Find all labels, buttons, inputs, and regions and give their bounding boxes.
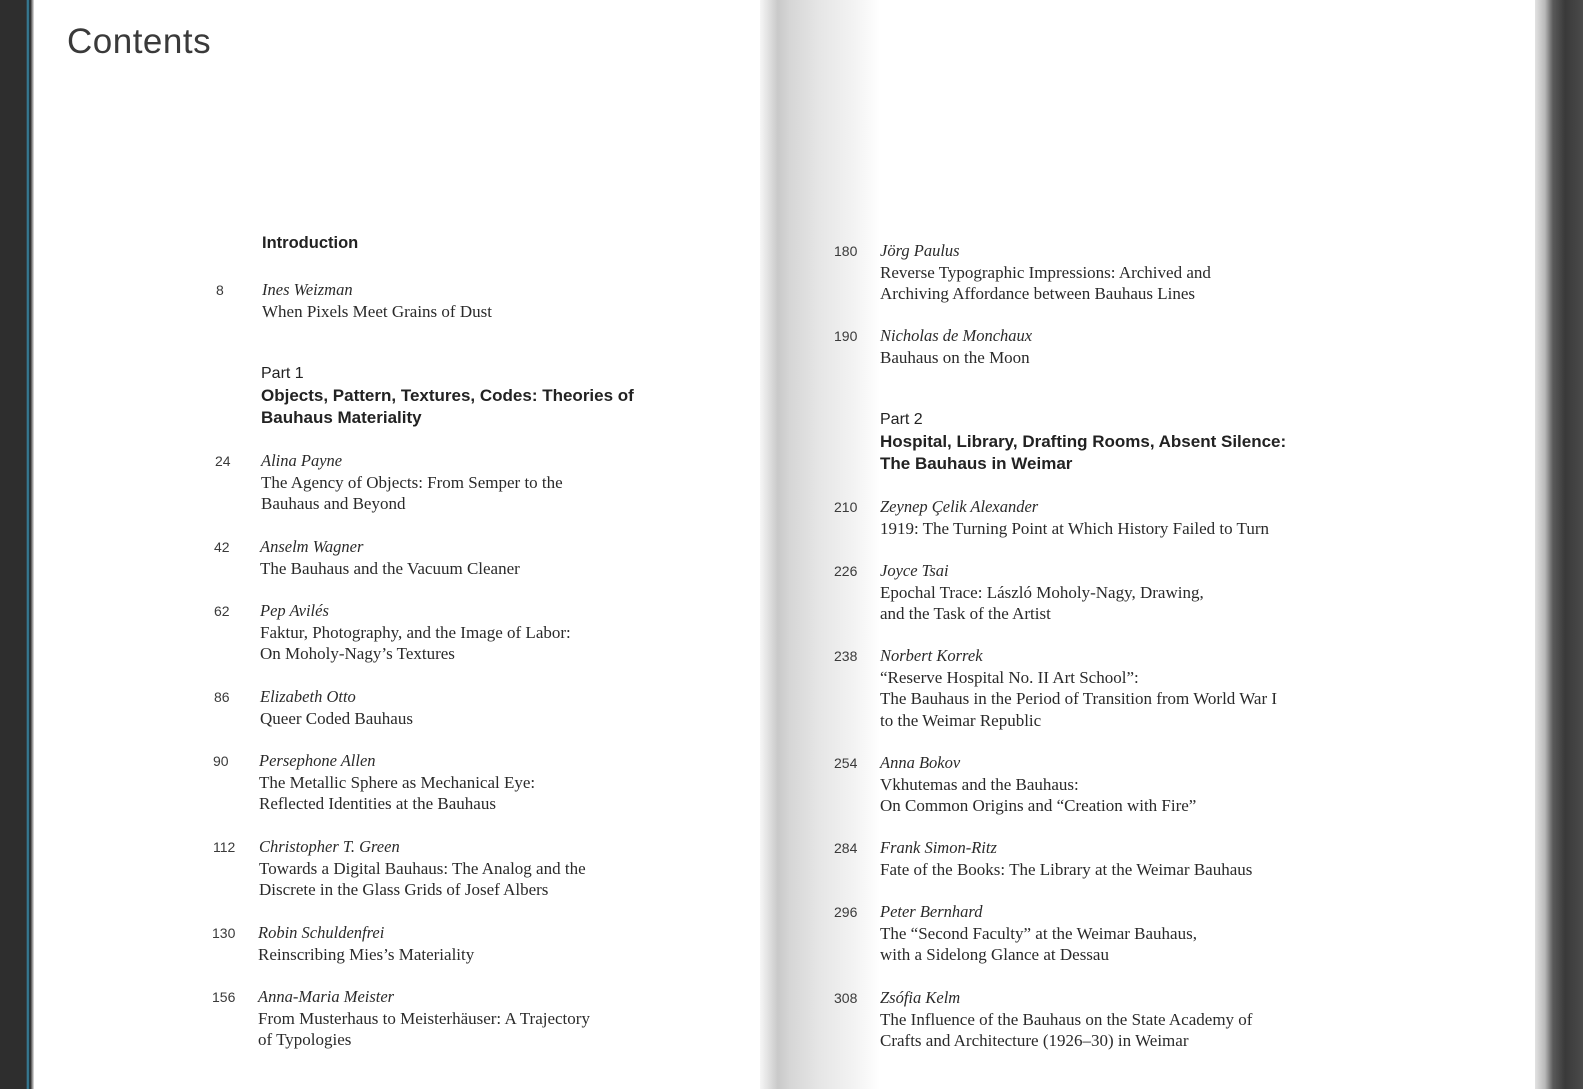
page-number: 62 (214, 603, 230, 619)
toc-entry[interactable] (834, 987, 1253, 1052)
page-number: 284 (834, 840, 858, 856)
toc-entry[interactable] (834, 240, 1211, 305)
page-number: 24 (215, 453, 231, 469)
entry-title: Bauhaus and Beyond (261, 494, 406, 513)
entry-title: Fate of the Books: The Library at the Weimar Bauhaus (880, 859, 1253, 879)
entry-title: and the Task of the Artist (880, 604, 1051, 623)
entry-title: to the Weimar Republic (880, 710, 1042, 730)
entry-title: Archiving Affordance between Bauhaus Lines (880, 284, 1196, 303)
entry-title: The Bauhaus and the Vacuum Cleaner (260, 558, 520, 578)
entry-title: On Moholy-Nagy’s Textures (260, 644, 455, 663)
page-number: 8 (216, 282, 224, 298)
page-number: 86 (214, 689, 230, 705)
book-spine-left (0, 0, 34, 1089)
entry-author: Robin Schuldenfrei (258, 923, 385, 942)
entry-title: From Musterhaus to Meisterhäuser: A Trajectory (258, 1008, 590, 1028)
entry-author: Zeynep Çelik Alexander (880, 497, 1039, 516)
entry-title: The “Second Faculty” at the Weimar Bauhaus, (880, 923, 1197, 943)
entry-title: with a Sidelong Glance at Dessau (880, 945, 1109, 964)
part-label: Part 1 (261, 365, 304, 382)
entry-title: The Bauhaus in the Period of Transition from World War I (880, 689, 1278, 708)
entry-title: of Typologies (258, 1030, 352, 1049)
entry-title: “Reserve Hospital No. II Art School”: (880, 667, 1139, 687)
entry-author: Frank Simon-Ritz (880, 838, 997, 857)
toc-entry[interactable] (212, 986, 590, 1051)
book-gutter (760, 0, 880, 1089)
introduction-heading: Introduction (262, 234, 359, 252)
entry-title: On Common Origins and “Creation with Fire” (880, 796, 1197, 815)
entry-author: Pep Avilés (260, 601, 329, 620)
toc-entry[interactable] (834, 325, 1033, 368)
entry-author: Ines Weizman (262, 280, 353, 299)
entry-title: When Pixels Meet Grains of Dust (262, 301, 492, 321)
entry-title: Towards a Digital Bauhaus: The Analog and the (259, 858, 586, 878)
entry-author: Anna-Maria Meister (258, 987, 395, 1006)
page-number: 112 (213, 839, 236, 855)
toc-entry[interactable] (834, 752, 1197, 817)
entry-title: Epochal Trace: László Moholy-Nagy, Drawing, (880, 582, 1204, 602)
page-number: 308 (834, 990, 858, 1006)
entry-author: Peter Bernhard (880, 902, 983, 921)
toc-entry[interactable] (213, 750, 536, 815)
entry-author: Joyce Tsai (880, 561, 949, 580)
part-title: Objects, Pattern, Textures, Codes: Theories of (261, 386, 634, 405)
entry-title: Queer Coded Bauhaus (260, 708, 413, 728)
toc-entry[interactable] (214, 686, 413, 729)
page-number: 210 (834, 499, 858, 515)
part-title: The Bauhaus in Weimar (880, 453, 1073, 473)
toc-entry[interactable] (834, 496, 1269, 539)
entry-title: Crafts and Architecture (1926–30) in Weimar (880, 1031, 1189, 1050)
page-number: 90 (213, 753, 229, 769)
entry-author: Anna Bokov (880, 753, 961, 772)
entry-author: Anselm Wagner (260, 537, 364, 556)
entry-author: Zsófia Kelm (880, 988, 961, 1007)
entry-title: Reverse Typographic Impressions: Archived and (880, 262, 1211, 282)
toc-entry[interactable] (834, 560, 1204, 625)
toc-entry[interactable] (834, 837, 1253, 880)
entry-title: The Agency of Objects: From Semper to the (261, 472, 563, 492)
page-number: 296 (834, 904, 858, 920)
entry-title: Faktur, Photography, and the Image of Labor: (260, 622, 571, 642)
entry-title: Vkhutemas and the Bauhaus: (880, 774, 1079, 794)
entry-author: Christopher T. Green (259, 837, 400, 856)
page-number: 226 (834, 563, 858, 579)
entry-author: Alina Payne (261, 451, 343, 470)
entry-title: Reinscribing Mies’s Materiality (258, 944, 475, 964)
page-title: Contents (67, 22, 212, 61)
part-title: Bauhaus Materiality (261, 407, 422, 427)
toc-entry[interactable] (215, 450, 563, 515)
page-number: 180 (834, 243, 858, 259)
page-number: 130 (212, 925, 236, 941)
toc-entry[interactable] (834, 901, 1197, 966)
page-number: 238 (834, 648, 858, 664)
entry-title: The Metallic Sphere as Mechanical Eye: (259, 772, 536, 792)
page-number: 156 (212, 989, 236, 1005)
entry-author: Jörg Paulus (880, 241, 960, 260)
page-number: 190 (834, 328, 858, 344)
entry-title: The Influence of the Bauhaus on the State Academy of (880, 1009, 1253, 1029)
toc-entry[interactable] (214, 600, 571, 665)
entry-title: Reflected Identities at the Bauhaus (259, 794, 496, 813)
part-label: Part 2 (880, 411, 923, 428)
part-1-heading (261, 363, 634, 428)
entry-author: Nicholas de Monchaux (880, 326, 1033, 345)
entry-title: 1919: The Turning Point at Which History Failed to Turn (880, 518, 1269, 538)
toc-entry[interactable] (213, 836, 586, 901)
toc-entry[interactable] (214, 536, 520, 579)
page-number: 254 (834, 755, 858, 771)
part-title: Hospital, Library, Drafting Rooms, Absent Silence: (880, 432, 1287, 451)
toc-entry[interactable] (834, 645, 1278, 731)
entry-author: Norbert Korrek (880, 646, 983, 665)
entry-title: Discrete in the Glass Grids of Josef Albers (259, 880, 549, 899)
page-number: 42 (214, 539, 230, 555)
toc-entry[interactable] (216, 279, 492, 322)
entry-title: Bauhaus on the Moon (880, 347, 1030, 367)
entry-author: Elizabeth Otto (260, 687, 356, 706)
entry-author: Persephone Allen (259, 751, 376, 770)
toc-entry[interactable] (212, 922, 475, 965)
part-2-heading (880, 409, 1286, 474)
book-spine-right (1535, 0, 1583, 1089)
